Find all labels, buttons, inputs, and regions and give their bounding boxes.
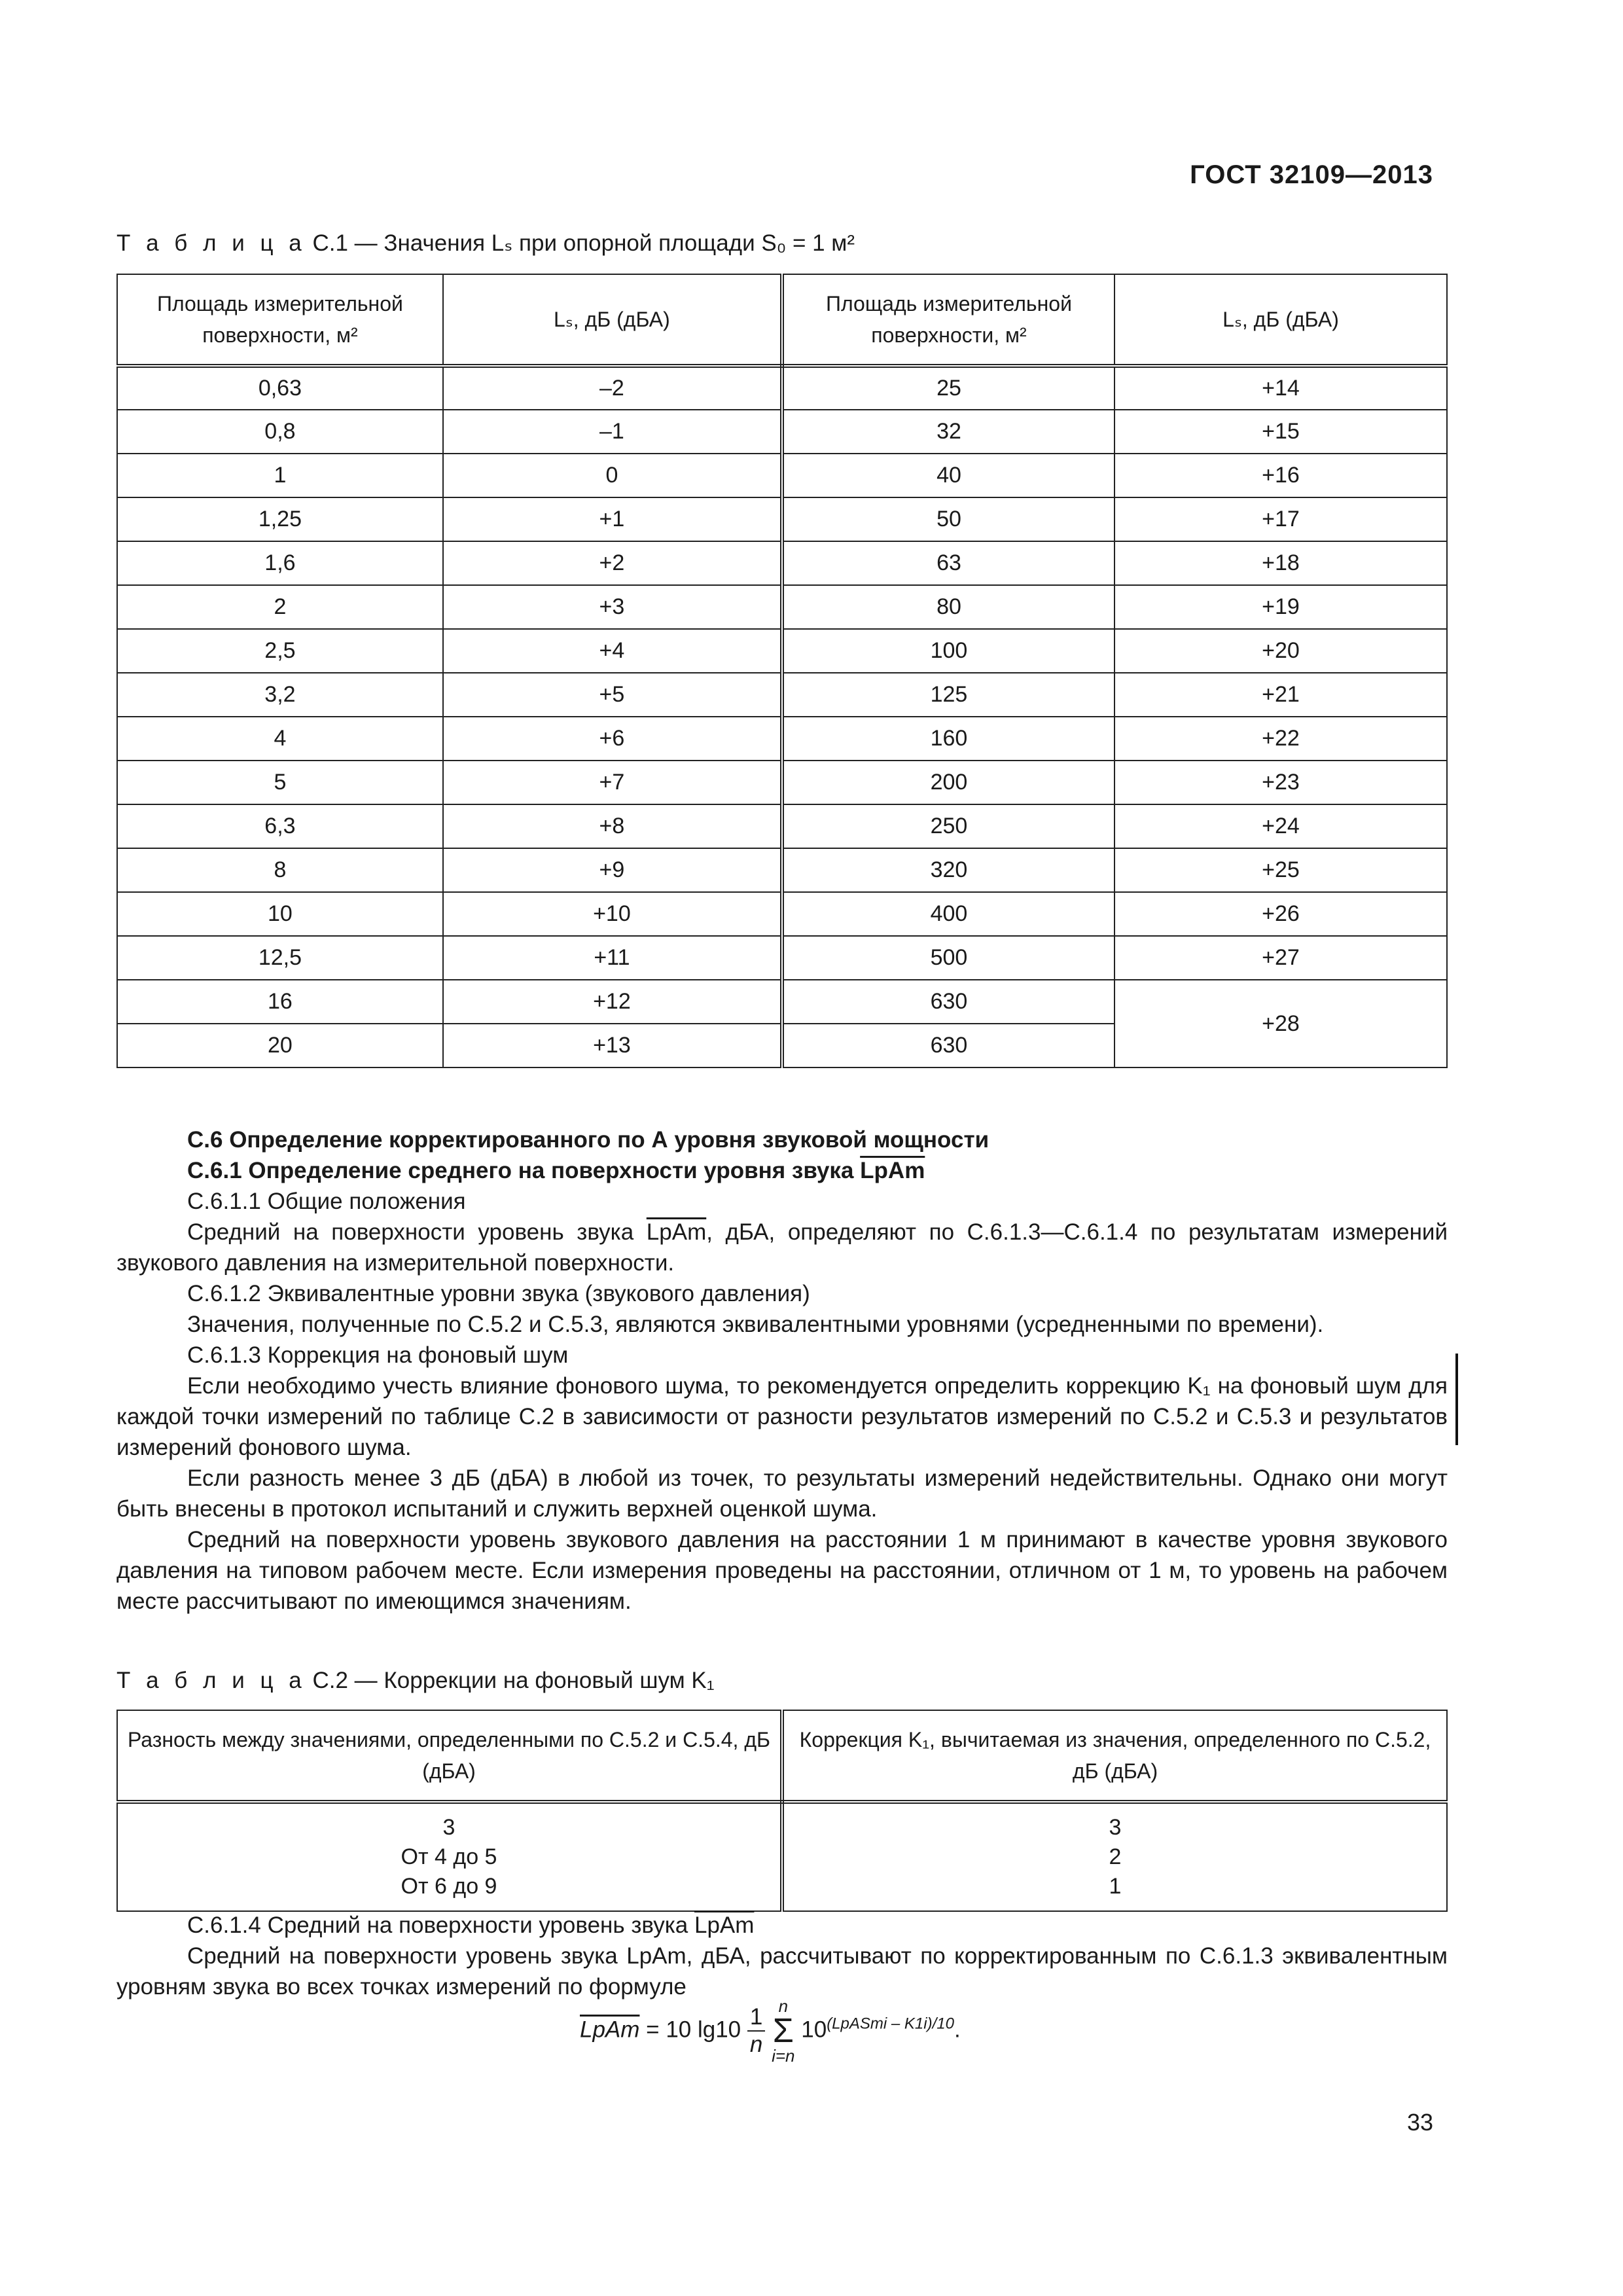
table-cell: +15 bbox=[1115, 410, 1447, 454]
table2-caption-prefix: Т а б л и ц а bbox=[116, 1668, 306, 1693]
table-cell: +9 bbox=[443, 848, 782, 892]
formula-sum-lower: i=n bbox=[772, 2046, 795, 2066]
table-cell: 40 bbox=[782, 454, 1115, 497]
page-number: 33 bbox=[1406, 2109, 1433, 2136]
table-cell: +25 bbox=[1115, 848, 1447, 892]
paragraph-c611-start: Средний на поверхности уровень звука bbox=[187, 1219, 647, 1245]
table-row bbox=[117, 717, 1447, 761]
table-cell: 63 bbox=[782, 541, 1115, 585]
symbol-lpam: LpAm bbox=[694, 1912, 755, 1938]
table2-caption bbox=[116, 1668, 715, 1694]
table1-header-area-1: Площадь измерительной поверхности, м² bbox=[117, 274, 443, 366]
table2-header-difference: Разность между значениями, определенными по С.5.2 и С.5.4, дБ (дБА) bbox=[117, 1710, 782, 1802]
paragraph-c611 bbox=[116, 1217, 1448, 1278]
table-cell: 1,6 bbox=[117, 541, 443, 585]
table-cell: 1,25 bbox=[117, 497, 443, 541]
heading-c614-text: С.6.1.4 Средний на поверхности уровень звука bbox=[187, 1912, 694, 1938]
table2-correction: 2 bbox=[1109, 1844, 1122, 1869]
formula-denominator: n bbox=[749, 2032, 763, 2057]
table2-difference: От 6 до 9 bbox=[401, 1874, 497, 1899]
table-row bbox=[117, 454, 1447, 497]
table1-caption-text: С.1 — Значения Lₛ при опорной площади S₀ = 1 м² bbox=[312, 230, 855, 256]
section-c614 bbox=[116, 1910, 1448, 2002]
formula-sum bbox=[772, 1998, 794, 2064]
table-cell: 16 bbox=[117, 980, 443, 1024]
table2-caption-text: С.2 — Коррекции на фоновый шум K₁ bbox=[312, 1668, 715, 1693]
table2-header-row bbox=[117, 1710, 1447, 1802]
heading-c61-text: С.6.1 Определение среднего на поверхности уровня звука bbox=[187, 1158, 861, 1183]
table-row bbox=[117, 410, 1447, 454]
table-cell: +2 bbox=[443, 541, 782, 585]
table-cell: 20 bbox=[117, 1024, 443, 1067]
table-cell: –1 bbox=[443, 410, 782, 454]
table-cell: +7 bbox=[443, 761, 782, 804]
table1-header-area-2: Площадь измерительной поверхности, м² bbox=[782, 274, 1115, 366]
table-row bbox=[117, 673, 1447, 717]
table2-difference: От 4 до 5 bbox=[401, 1844, 497, 1869]
formula-end: . bbox=[954, 2017, 961, 2043]
table-cell: +28 bbox=[1115, 980, 1447, 1067]
formula-equals: = 10 lg10 bbox=[639, 2017, 741, 2043]
table-cell: 5 bbox=[117, 761, 443, 804]
table-cell: +3 bbox=[443, 585, 782, 629]
table2-differences-cell bbox=[117, 1802, 782, 1911]
table-cell: 200 bbox=[782, 761, 1115, 804]
formula-sum-upper: n bbox=[778, 1996, 789, 2016]
table-cell: 2 bbox=[117, 585, 443, 629]
table-cell: 125 bbox=[782, 673, 1115, 717]
table-cell: 100 bbox=[782, 629, 1115, 673]
heading-c613: С.6.1.3 Коррекция на фоновый шум bbox=[187, 1342, 569, 1368]
table-row bbox=[117, 497, 1447, 541]
paragraph-c613-3: Средний на поверхности уровень звукового давления на расстоянии 1 м принимают в качестве уровня звукового давления на типовом рабочем месте. Если измерения проведены на расстоянии, отличном от 1 м, то уровень на рабочем месте рассчитывают по имеющимся значениям. bbox=[116, 1527, 1448, 1614]
table-cell: +11 bbox=[443, 936, 782, 980]
paragraph-c612: Значения, полученные по С.5.2 и С.5.3, являются эквивалентными уровнями (усредненными по времени). bbox=[187, 1312, 1324, 1337]
table-cell: 400 bbox=[782, 892, 1115, 936]
table-row bbox=[117, 980, 1447, 1024]
table-cell: 160 bbox=[782, 717, 1115, 761]
symbol-lpam: LpAm bbox=[646, 1219, 707, 1245]
table-cell: 10 bbox=[117, 892, 443, 936]
table1-header-row bbox=[117, 274, 1447, 366]
formula-numerator: 1 bbox=[747, 2004, 765, 2032]
table-cell: +1 bbox=[443, 497, 782, 541]
table-cell: +10 bbox=[443, 892, 782, 936]
table-cell: +14 bbox=[1115, 366, 1447, 410]
table-cell: 12,5 bbox=[117, 936, 443, 980]
table-cell: +12 bbox=[443, 980, 782, 1024]
table-cell: 4 bbox=[117, 717, 443, 761]
table-cell: +5 bbox=[443, 673, 782, 717]
paragraph-c611-end: , дБА, определяют по С.6.1.3—С.6.1.4 по результатам измерений звукового давления на измерительной поверхности. bbox=[116, 1219, 1448, 1276]
table-cell: +19 bbox=[1115, 585, 1447, 629]
symbol-lpam: LpAm bbox=[860, 1158, 925, 1183]
table-cell: 8 bbox=[117, 848, 443, 892]
table-cell: 630 bbox=[782, 1024, 1115, 1067]
heading-c611: С.6.1.1 Общие положения bbox=[187, 1189, 466, 1214]
table1-header-ls-1: Lₛ, дБ (дБА) bbox=[443, 274, 782, 366]
table-cell: 630 bbox=[782, 980, 1115, 1024]
table-ls-values bbox=[116, 274, 1448, 1068]
heading-c6: С.6 Определение корректированного по А уровня звуковой мощности bbox=[187, 1127, 990, 1153]
table2-corrections-cell bbox=[782, 1802, 1447, 1911]
table-cell: +20 bbox=[1115, 629, 1447, 673]
table-cell: 0,8 bbox=[117, 410, 443, 454]
table-cell: 50 bbox=[782, 497, 1115, 541]
paragraph-c613-2: Если разность менее 3 дБ (дБА) в любой из точек, то результаты измерений недействительны. Однако они могут быть внесены в протокол испытаний и служить верхней оценкой шума. bbox=[116, 1465, 1448, 1522]
formula-term: 10 bbox=[801, 2017, 827, 2043]
table-cell: +22 bbox=[1115, 717, 1447, 761]
table1-caption bbox=[116, 230, 855, 257]
table-cell: 0 bbox=[443, 454, 782, 497]
table-row bbox=[117, 366, 1447, 410]
table-cell: 1 bbox=[117, 454, 443, 497]
table-cell: 25 bbox=[782, 366, 1115, 410]
heading-c61 bbox=[116, 1155, 1448, 1186]
formula-fraction bbox=[747, 2004, 765, 2058]
table2-header-correction: Коррекция K₁, вычитаемая из значения, определенного по С.5.2, дБ (дБА) bbox=[782, 1710, 1447, 1802]
table2-difference: 3 bbox=[442, 1815, 455, 1840]
table-cell: 500 bbox=[782, 936, 1115, 980]
table2-correction: 1 bbox=[1109, 1874, 1122, 1899]
table-cell: +13 bbox=[443, 1024, 782, 1067]
table-cell: 250 bbox=[782, 804, 1115, 848]
table-row bbox=[117, 936, 1447, 980]
table-cell: 0,63 bbox=[117, 366, 443, 410]
table-cell: 320 bbox=[782, 848, 1115, 892]
table-row bbox=[117, 761, 1447, 804]
table-cell: +24 bbox=[1115, 804, 1447, 848]
table-row bbox=[117, 541, 1447, 585]
table2-correction: 3 bbox=[1109, 1815, 1122, 1840]
paragraph-c613-1: Если необходимо учесть влияние фонового шума, то рекомендуется определить коррекцию K₁ на фоновый шум для каждой точки измерений по таблице С.2 в зависимости от разности результатов измерений по С.5.2 и С.5.3 и результатов измерений фонового шума. bbox=[116, 1373, 1448, 1460]
formula-exponent: (LpASmi – K1i)/10 bbox=[827, 2015, 954, 2033]
table-cell: 80 bbox=[782, 585, 1115, 629]
heading-c614 bbox=[116, 1910, 1448, 1941]
table-row bbox=[117, 892, 1447, 936]
table-cell: –2 bbox=[443, 366, 782, 410]
table-cell: +26 bbox=[1115, 892, 1447, 936]
table-row bbox=[117, 848, 1447, 892]
table-cell: +27 bbox=[1115, 936, 1447, 980]
table1-header-ls-2: Lₛ, дБ (дБА) bbox=[1115, 274, 1447, 366]
table-cell: +8 bbox=[443, 804, 782, 848]
heading-c612: С.6.1.2 Эквивалентные уровни звука (звукового давления) bbox=[187, 1281, 810, 1306]
table-row bbox=[117, 585, 1447, 629]
table-row bbox=[117, 804, 1447, 848]
table-cell: +6 bbox=[443, 717, 782, 761]
table1-caption-prefix: Т а б л и ц а bbox=[116, 230, 306, 256]
formula-lhs: LpAm bbox=[580, 2017, 640, 2043]
revision-bar bbox=[1455, 1354, 1458, 1445]
table-cell: +23 bbox=[1115, 761, 1447, 804]
table-cell: 32 bbox=[782, 410, 1115, 454]
table2-row bbox=[117, 1802, 1447, 1911]
section-c6 bbox=[116, 1124, 1448, 1617]
table-cell: +18 bbox=[1115, 541, 1447, 585]
table-cell: +21 bbox=[1115, 673, 1447, 717]
table-cell: +4 bbox=[443, 629, 782, 673]
table-cell: +17 bbox=[1115, 497, 1447, 541]
sigma-symbol: Σ bbox=[772, 2012, 794, 2050]
paragraph-c614: Средний на поверхности уровень звука LpAm, дБА, рассчитывают по корректированным по С.6.1.3 эквивалентным уровням звука во всех точках измерений по формуле bbox=[116, 1943, 1448, 2000]
standard-header: ГОСТ 32109—2013 bbox=[1190, 160, 1433, 189]
formula-average-level bbox=[580, 1998, 961, 2064]
table-cell: +16 bbox=[1115, 454, 1447, 497]
table-cell: 6,3 bbox=[117, 804, 443, 848]
table-row bbox=[117, 629, 1447, 673]
table-cell: 3,2 bbox=[117, 673, 443, 717]
table-background-noise-correction bbox=[116, 1710, 1448, 1912]
table-cell: 2,5 bbox=[117, 629, 443, 673]
